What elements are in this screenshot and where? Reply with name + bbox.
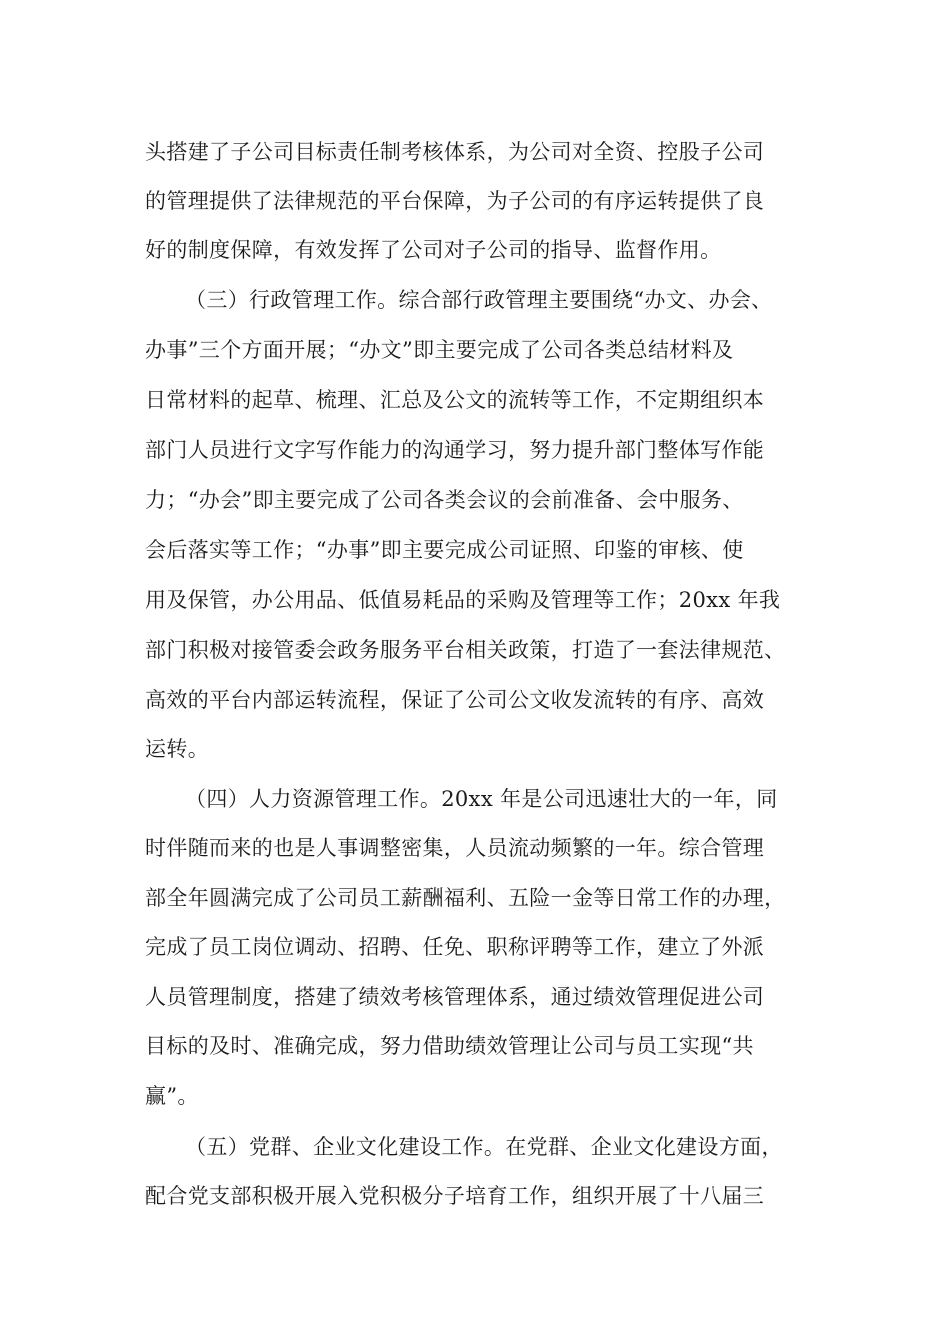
text-line: 运转。 bbox=[145, 737, 210, 761]
text-line: 好的制度保障，有效发挥了公司对子公司的指导、监督作用。 bbox=[145, 238, 722, 262]
text-line: 人员管理制度，搭建了绩效考核管理体系，通过绩效管理促进公司 bbox=[145, 985, 765, 1009]
text-line: 完成了员工岗位调动、招聘、任免、职称评聘等工作，建立了外派 bbox=[145, 935, 765, 959]
text-line: 会后落实等工作；“办事”即主要完成公司证照、印鉴的审核、使 bbox=[145, 538, 744, 562]
text-line: 办事”三个方面开展；“办文”即主要完成了公司各类总结材料及 bbox=[145, 338, 734, 362]
text-line: 配合党支部积极开展入党积极分子培育工作，组织开展了十八届三 bbox=[145, 1184, 765, 1208]
text-line: 部门人员进行文字写作能力的沟通学习，努力提升部门整体写作能 bbox=[145, 438, 765, 462]
text-line: 目标的及时、准确完成，努力借助绩效管理让公司与员工实现“共 bbox=[145, 1034, 754, 1058]
section-heading-line: （五）党群、企业文化建设工作。在党群、企业文化建设方面， bbox=[185, 1135, 783, 1159]
text-line: 用及保管，办公用品、低值易耗品的采购及管理等工作；20xx 年我 bbox=[145, 588, 781, 612]
text-line: 时伴随而来的也是人事调整密集，人员流动频繁的一年。综合管理 bbox=[145, 836, 765, 860]
text-line: 日常材料的起草、梳理、汇总及公文的流转等工作，不定期组织本 bbox=[145, 388, 765, 412]
text-line: 的管理提供了法律规范的平台保障，为子公司的有序运转提供了良 bbox=[145, 189, 765, 213]
section-heading-line: （三）行政管理工作。综合部行政管理主要围绕“办文、办会、 bbox=[185, 288, 773, 312]
text-line: 部全年圆满完成了公司员工薪酬福利、五险一金等日常工作的办理， bbox=[145, 886, 786, 910]
text-line: 部门积极对接管委会政务服务平台相关政策，打造了一套法律规范、 bbox=[145, 638, 786, 662]
text-line: 高效的平台内部运转流程，保证了公司公文收发流转的有序、高效 bbox=[145, 688, 765, 712]
text-line: 头搭建了子公司目标责任制考核体系，为公司对全资、控股子公司 bbox=[145, 140, 765, 164]
section-heading-line: （四）人力资源管理工作。20xx 年是公司迅速壮大的一年，同 bbox=[185, 787, 778, 811]
text-line: 赢”。 bbox=[145, 1084, 199, 1108]
text-line: 力；“办会”即主要完成了公司各类会议的会前准备、会中服务、 bbox=[145, 488, 744, 512]
